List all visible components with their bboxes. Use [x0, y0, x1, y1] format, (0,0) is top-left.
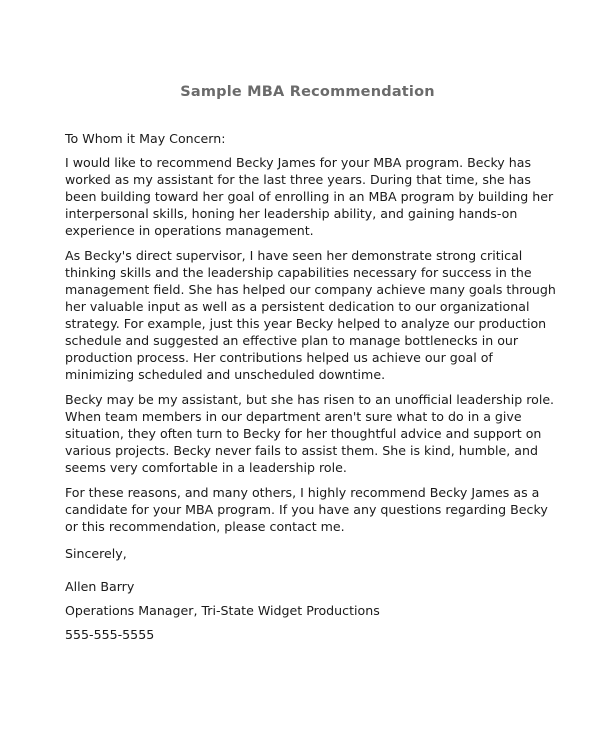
paragraph-supervisor: As Becky's direct supervisor, I have seen her demonstrate strong critical thinking skills and the leadership capabilities necessary for success in the management field. She has helped our company achieve many goals through her valuable input as well as a persistent dedication to our organizational strategy. For example, just this year Becky helped to analyze our production schedule and suggested an effective plan to manage bottlenecks in our production process. Her contributions helped us achieve our goal of minimizing scheduled and unscheduled downtime.: [65, 248, 556, 382]
paragraph-leadership: Becky may be my assistant, but she has risen to an unofficial leadership role. When team members in our department aren't sure what to do in a give situation, they often turn to Becky for her thoughtful advice and support on various projects. Becky never fails to assist them. She is kind, humble, and seems very comfortable in a leadership role.: [65, 392, 555, 475]
letter-body: [65, 130, 560, 543]
paragraph-conclusion: For these reasons, and many others, I highly recommend Becky James as a candidate for your MBA program. If you have any questions regarding Becky or this recommendation, please contact me.: [65, 485, 548, 534]
salutation: To Whom it May Concern:: [65, 131, 226, 146]
document-title: Sample MBA Recommendation: [180, 84, 435, 100]
paragraph-intro: I would like to recommend Becky James for your MBA program. Becky has worked as my assistant for the last three years. During that time, she has been building toward her goal of enrolling in an MBA program by building her interpersonal skills, honing her leadership ability, and gaining hands-on experience in operations management.: [65, 155, 554, 238]
signer-phone: 555-555-5555: [65, 627, 155, 642]
signer-name: Allen Barry: [65, 579, 135, 594]
signer-title: Operations Manager, Tri-State Widget Productions: [65, 603, 380, 618]
closing: Sincerely,: [65, 546, 127, 561]
